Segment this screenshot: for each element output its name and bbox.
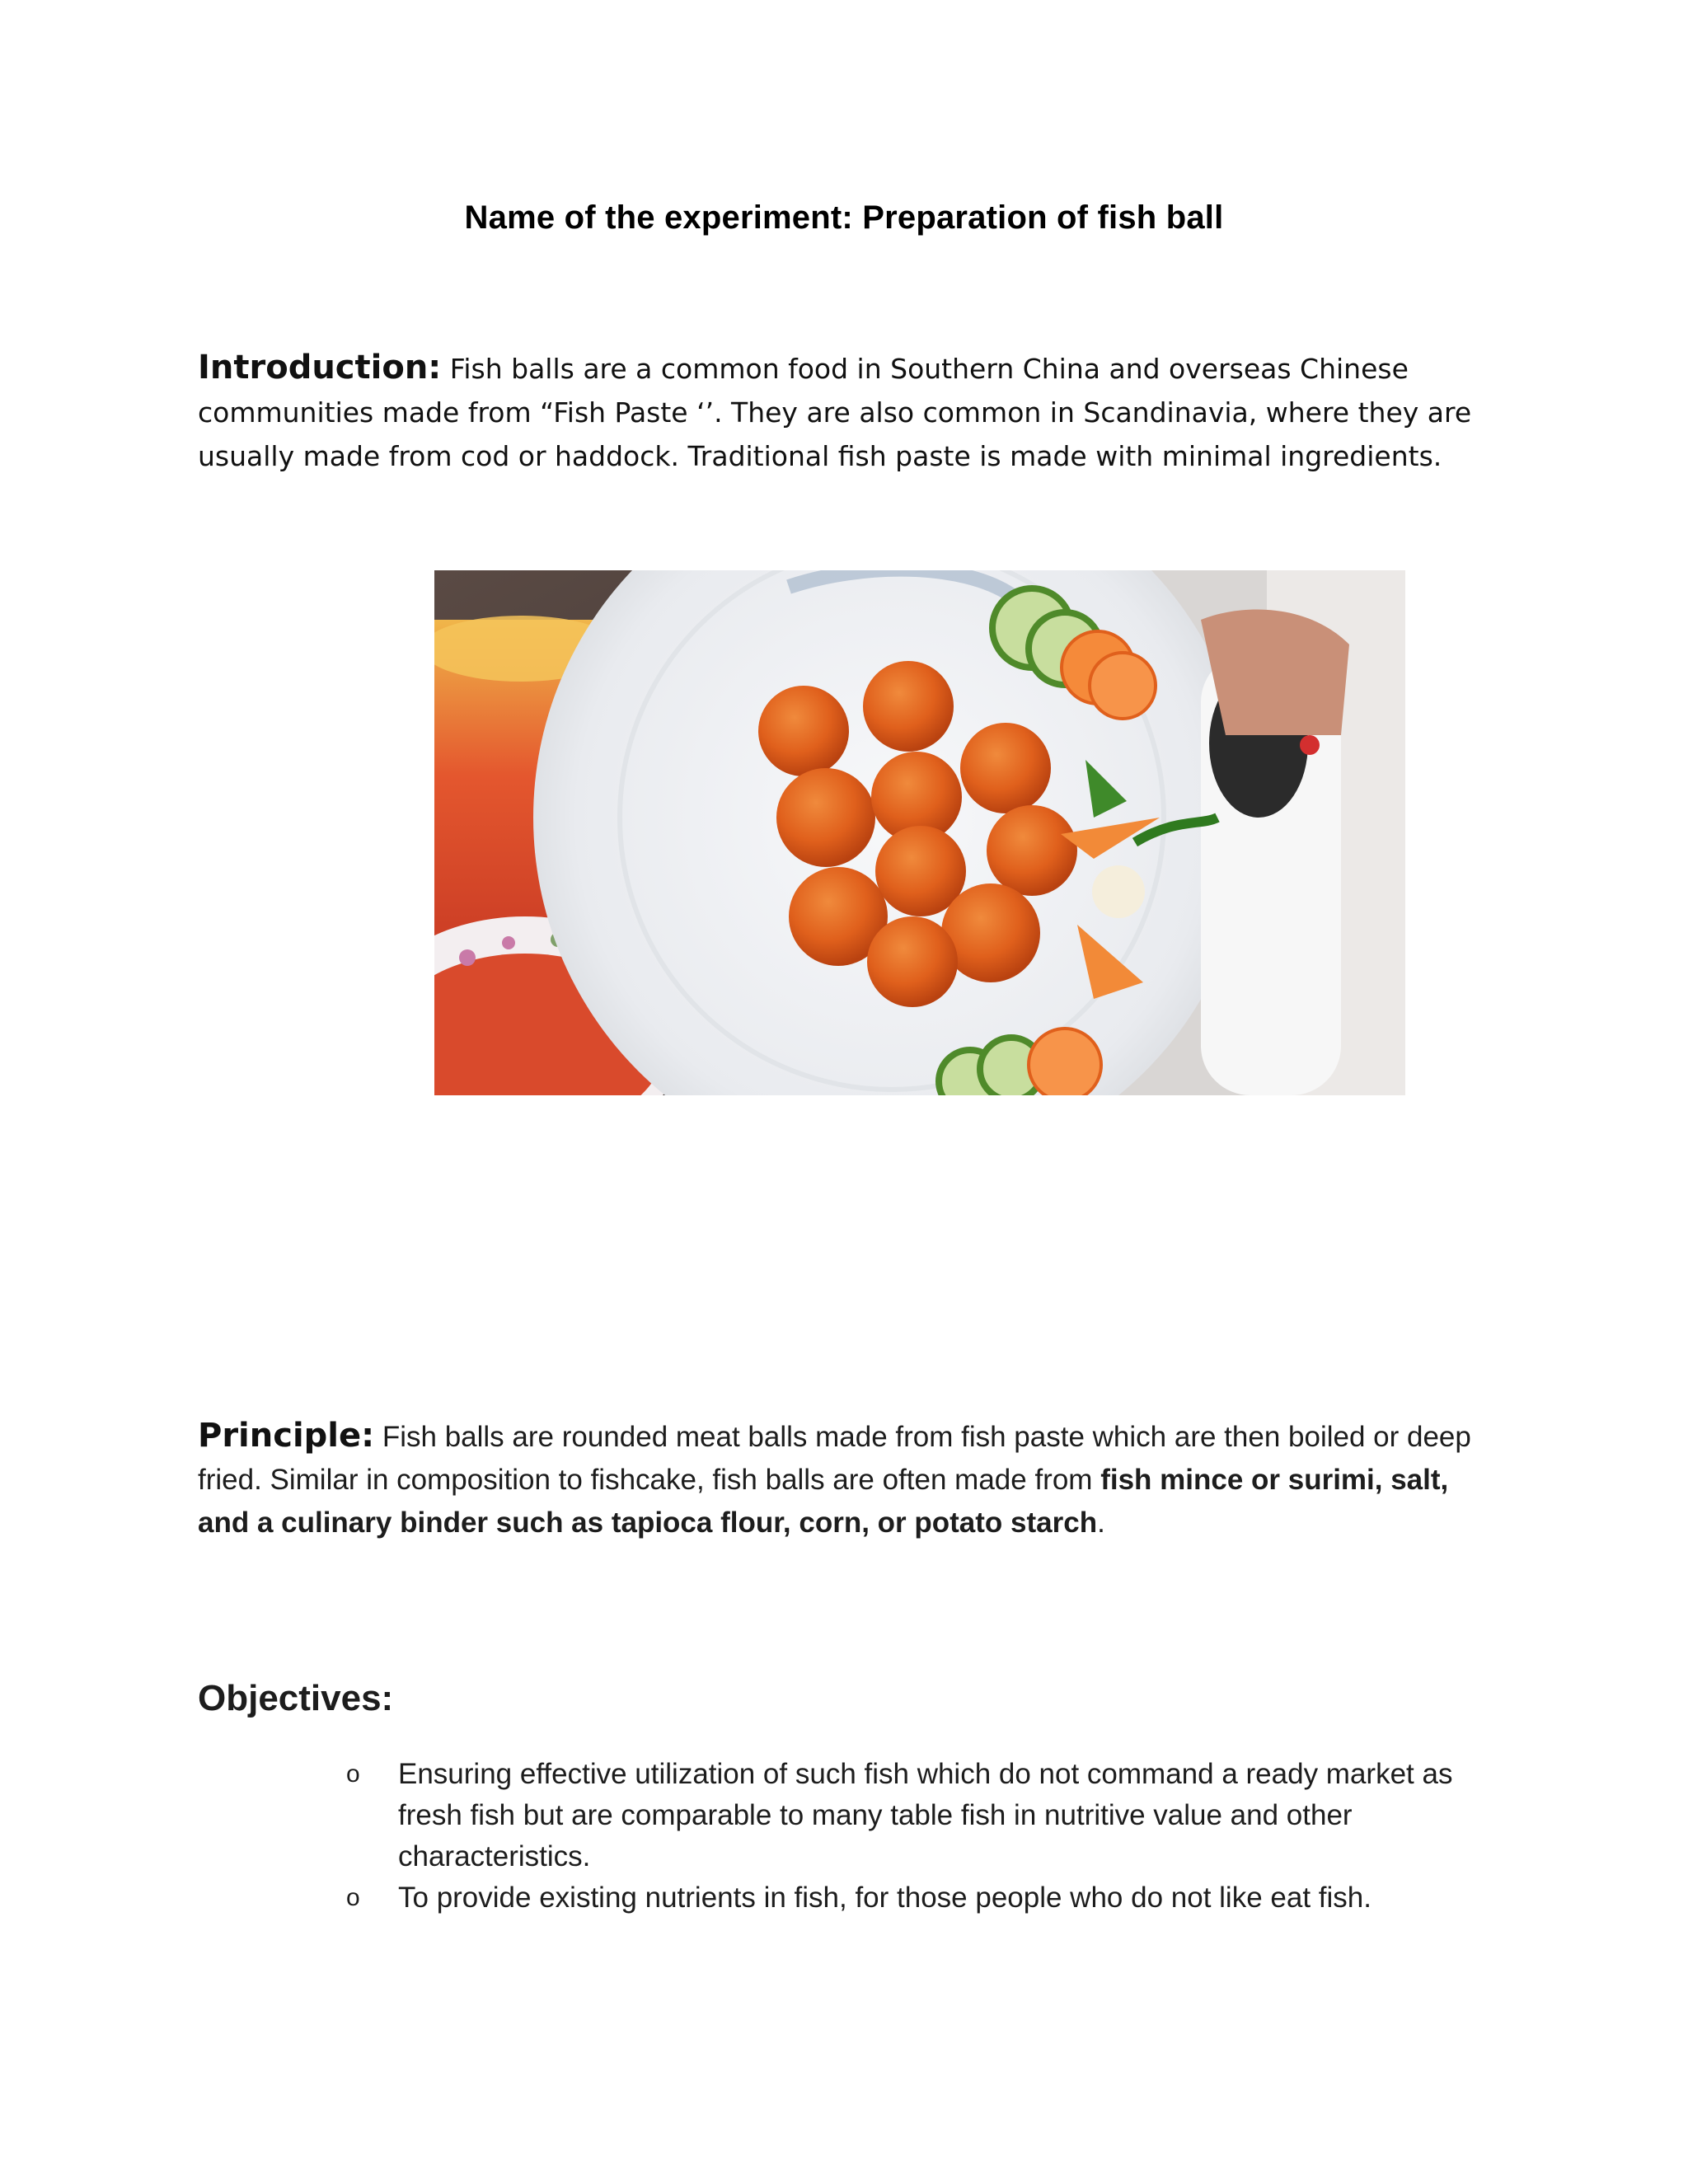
principle-text: Fish balls are rounded meat balls made from fish paste which are then boiled or deep fried. Similar in composition to fishcake, fish balls are often made from	[198, 1421, 1471, 1496]
principle-paragraph	[198, 1414, 1500, 1544]
fish-ball-photo	[434, 570, 1405, 1095]
objectives-list	[346, 1754, 1517, 1919]
bullet-circle-icon: o	[346, 1884, 360, 1911]
principle-end: .	[1097, 1507, 1105, 1539]
introduction-paragraph	[198, 346, 1500, 478]
introduction-heading: Introduction:	[198, 349, 442, 387]
list-item	[346, 1877, 1517, 1919]
objectives-heading: Objectives:	[198, 1678, 394, 1718]
introduction-text: Fish balls are a common food in Southern China and overseas Chinese communities made from “Fish Paste ‘’. They are also common in Scandinavia, where they are usually made from cod or haddock. Traditional fish paste is made with minimal ingredients.	[198, 353, 1472, 472]
principle-heading: Principle:	[198, 1417, 375, 1455]
objective-text: To provide existing nutrients in fish, for those people who do not like eat fish.	[398, 1882, 1372, 1914]
list-item	[346, 1754, 1517, 1877]
bullet-circle-icon: o	[346, 1760, 360, 1788]
page-title: Name of the experiment: Preparation of fish ball	[464, 199, 1224, 236]
principle-ingredients: fish mince or surimi, salt, and a culinary binder such as tapioca flour, corn, or potato starch	[198, 1464, 1449, 1539]
objective-text: Ensuring effective utilization of such fish which do not command a ready market as fresh fish but are comparable to many table fish in nutritive value and other characteristics.	[398, 1758, 1453, 1872]
tray-handle	[1201, 610, 1349, 1095]
